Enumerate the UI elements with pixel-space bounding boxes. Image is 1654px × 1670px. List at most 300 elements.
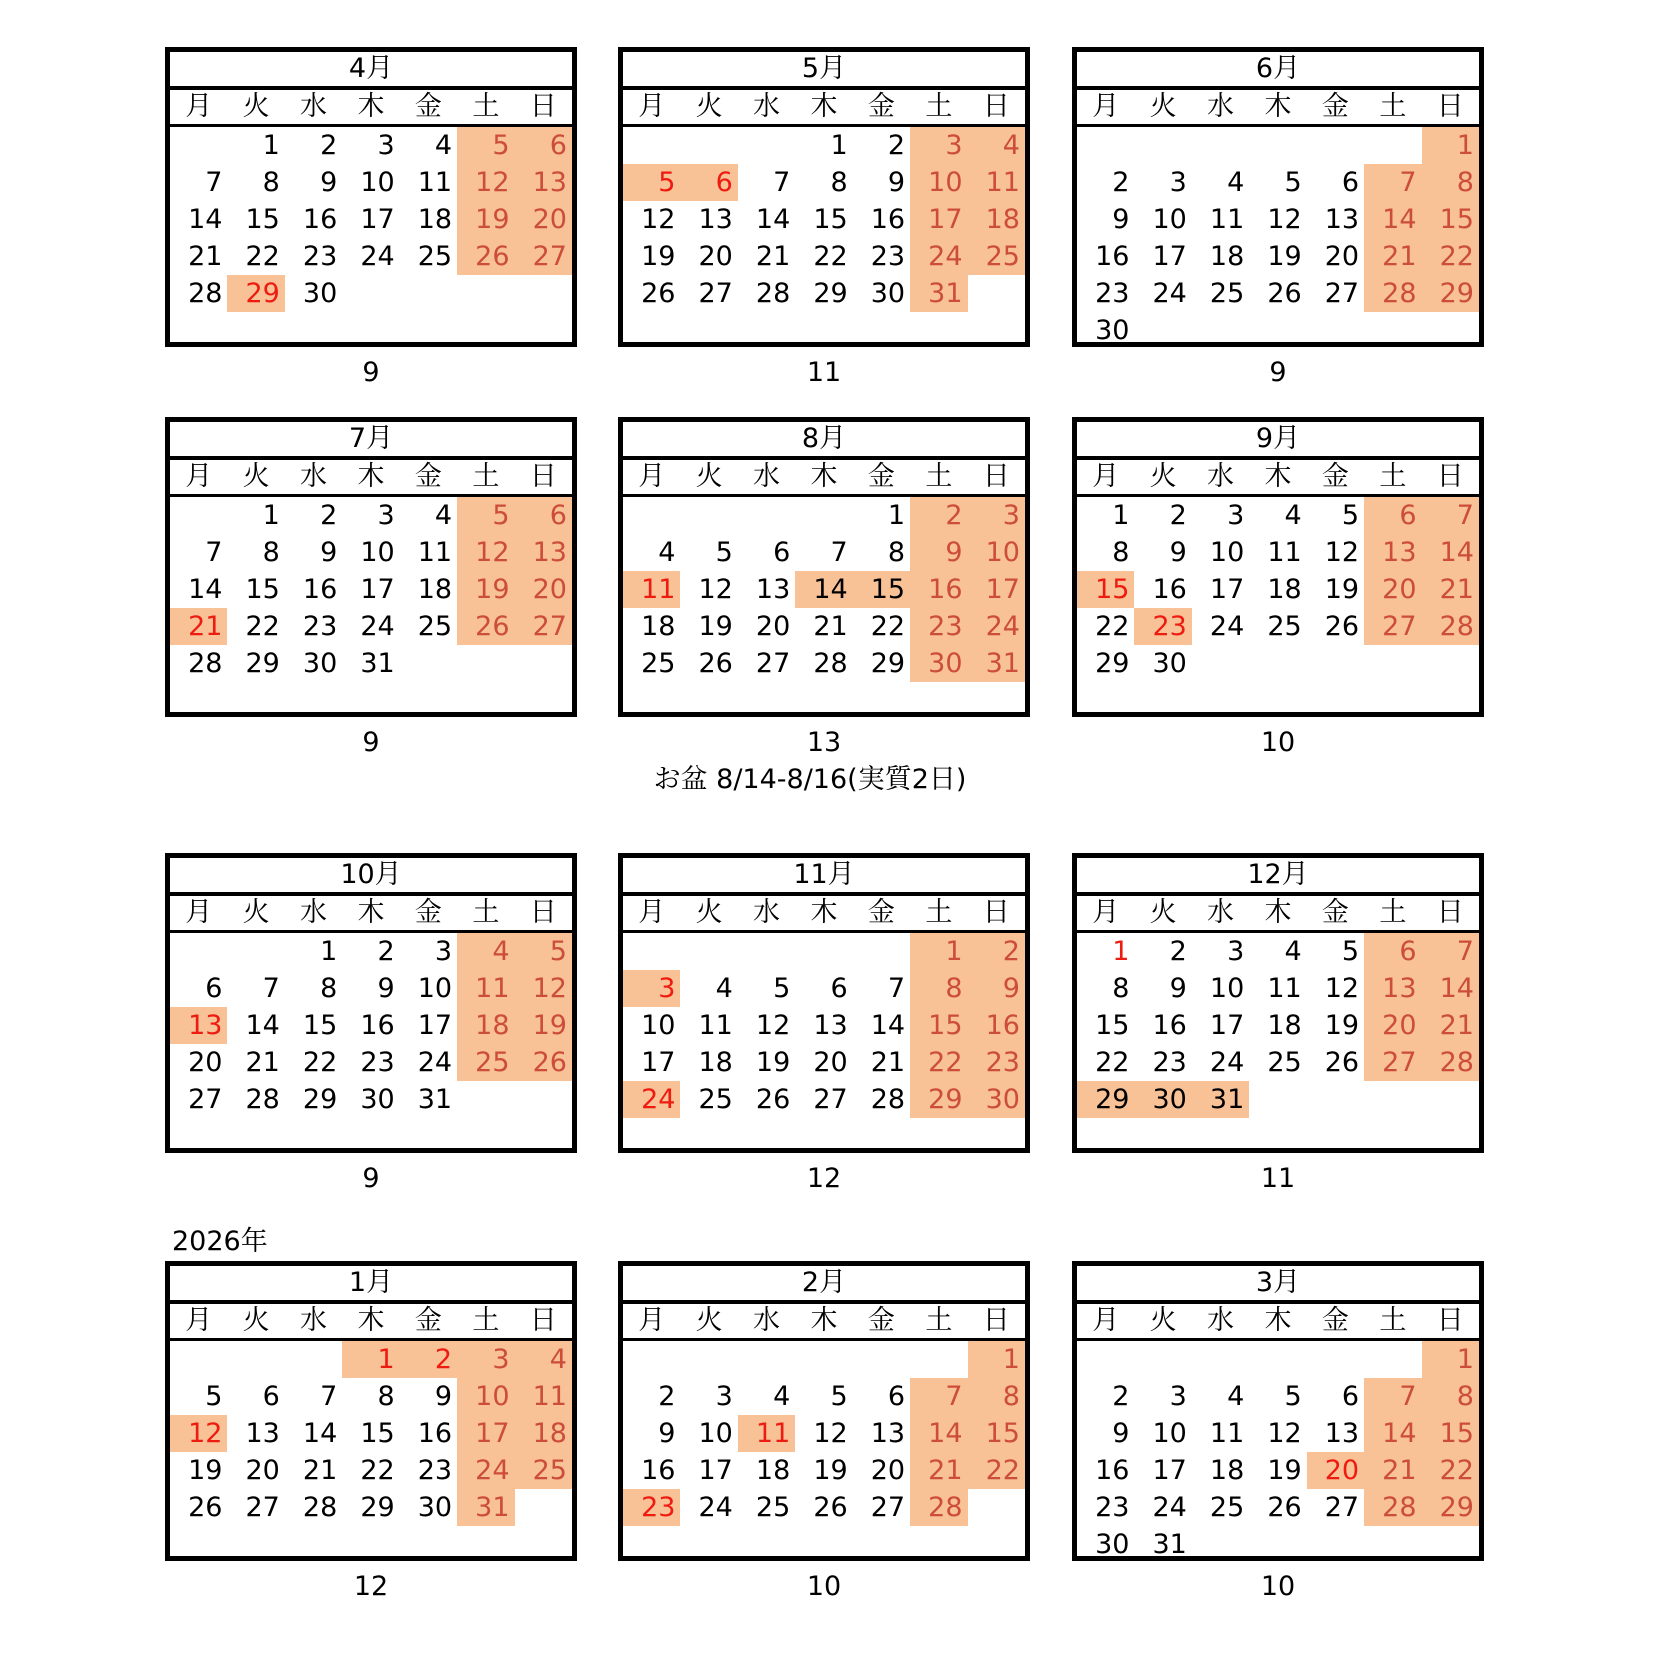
empty-day-cell [738,127,795,164]
week-row [1077,238,1479,275]
day-cell: 5 [715,537,733,568]
week-row [623,534,1025,571]
day-cell: 9 [434,1381,453,1412]
month-calendar [165,853,577,1153]
day-cell: 16 [1095,1455,1130,1486]
weekday-header [1077,896,1479,933]
day-cell: 13 [1324,204,1360,235]
day-cell: 5 [1284,1381,1302,1412]
day-cell: 3 [1169,167,1187,198]
day-cell: 8 [377,1381,395,1412]
day-cell: 17 [457,1415,514,1452]
day-cell: 8 [1112,537,1130,568]
day-cell: 12 [1324,973,1360,1004]
empty-day-cell [1307,1341,1364,1378]
empty-day-cell [1077,1341,1134,1378]
day-cell: 22 [1095,1047,1130,1078]
day-cell: 7 [887,973,906,1004]
day-cell: 4 [1227,167,1245,198]
day-cell: 5 [457,127,514,164]
day-cell: 21 [813,611,848,642]
day-cell: 9 [1112,1418,1130,1449]
month-calendar [1072,1261,1484,1561]
empty-day-cell [1307,1526,1364,1563]
day-cell: 23 [870,241,906,272]
day-cell: 29 [227,275,284,312]
day-cell: 6 [1364,933,1421,970]
day-cell: 28 [1422,608,1479,645]
week-row [170,1044,572,1081]
day-cell: 26 [1267,278,1302,309]
empty-day-cell [910,1341,967,1378]
day-cell: 1 [1112,500,1130,531]
month-day-count: 10 [806,1571,842,1602]
empty-day-cell [170,497,227,534]
day-cell: 8 [320,973,338,1004]
week-row [1077,571,1479,608]
week-row [1077,1341,1479,1378]
day-cell: 23 [417,1455,453,1486]
day-cell: 1 [1112,936,1130,967]
week-row [1077,497,1479,534]
empty-day-cell [1134,127,1191,164]
day-cell: 19 [1267,241,1302,272]
day-cell: 28 [188,278,223,309]
day-cell: 21 [188,241,223,272]
day-cell: 7 [205,167,223,198]
day-cell: 1 [968,1341,1025,1378]
day-cell: 28 [188,648,223,679]
week-row [1077,1044,1479,1081]
day-cell: 31 [968,645,1025,682]
day-cell: 7 [773,167,791,198]
week-row [170,201,572,238]
empty-day-cell [1134,312,1191,349]
month-day-count: 9 [1269,357,1287,388]
day-cell: 13 [245,1418,280,1449]
week-row [1077,970,1479,1007]
day-cell: 22 [910,1044,967,1081]
week-row [623,1378,1025,1415]
day-cell: 7 [910,1378,967,1415]
day-cell: 15 [245,574,280,605]
day-cell: 22 [968,1452,1025,1489]
day-cell: 25 [515,1452,572,1489]
day-cell: 4 [1284,500,1302,531]
day-cell: 16 [360,1010,395,1041]
day-cell: 29 [870,648,906,679]
day-cell: 23 [1134,608,1191,645]
day-cell: 6 [515,497,572,534]
day-cell: 17 [1209,1010,1245,1041]
week-row [1077,608,1479,645]
week-row [623,127,1025,164]
day-cell: 15 [910,1007,967,1044]
weekday-label: 水 [1207,91,1235,122]
day-cell: 11 [738,1415,795,1452]
empty-day-cell [170,933,227,970]
day-cell: 30 [870,278,906,309]
day-cell: 25 [1267,1047,1302,1078]
month-calendar [618,853,1030,1153]
empty-day-cell [1364,127,1421,164]
day-cell: 27 [515,238,572,275]
day-cell: 6 [773,537,791,568]
week-row [1077,1526,1479,1563]
weekday-label: 土 [1379,91,1407,122]
day-cell: 12 [170,1415,227,1452]
day-cell: 15 [360,1418,395,1449]
week-row [1077,645,1479,682]
weekday-label: 金 [414,897,442,928]
week-row [623,1007,1025,1044]
day-cell: 3 [457,1341,514,1378]
day-cell: 10 [1152,204,1187,235]
day-cell: 13 [515,534,572,571]
empty-day-cell [853,1341,910,1378]
weekday-label: 火 [1149,461,1177,492]
day-cell: 19 [641,241,676,272]
day-cell: 16 [641,1455,676,1486]
day-cell: 29 [360,1492,395,1523]
month-title: 1月 [170,1266,572,1304]
day-cell: 7 [262,973,280,1004]
weekday-label: 金 [414,91,442,122]
year-label: 2026年 [172,1226,268,1257]
day-cell: 4 [434,130,453,161]
day-cell: 12 [641,204,676,235]
month-title: 3月 [1077,1266,1479,1304]
day-cell: 8 [262,537,280,568]
weekday-label: 木 [357,91,385,122]
weekday-label: 水 [1207,461,1235,492]
week-row [170,645,572,682]
weekday-label: 水 [300,461,328,492]
weekday-label: 火 [695,91,723,122]
week-row [623,571,1025,608]
week-row [1077,1007,1479,1044]
day-cell: 23 [968,1044,1025,1081]
weekday-label: 水 [753,897,781,928]
day-cell: 4 [515,1341,572,1378]
day-cell: 5 [515,933,572,970]
empty-day-cell [795,497,852,534]
day-cell: 5 [623,164,680,201]
day-cell: 20 [188,1047,223,1078]
empty-day-cell [1249,645,1306,682]
empty-day-cell [623,127,680,164]
day-cell: 19 [515,1007,572,1044]
empty-day-cell [1364,645,1421,682]
day-cell: 30 [910,645,967,682]
weekday-label: 月 [638,91,666,122]
day-cell: 28 [1364,1489,1421,1526]
day-cell: 20 [1324,241,1360,272]
day-cell: 3 [1227,500,1245,531]
day-cell: 12 [813,1418,848,1449]
day-cell: 27 [245,1492,280,1523]
empty-day-cell [1249,312,1306,349]
week-row [170,571,572,608]
day-cell: 1 [1422,127,1479,164]
day-cell: 10 [457,1378,514,1415]
day-cell: 11 [1267,537,1302,568]
day-cell: 9 [320,167,338,198]
day-cell: 27 [1364,1044,1421,1081]
week-row [623,645,1025,682]
day-cell: 21 [245,1047,280,1078]
day-cell: 10 [360,167,395,198]
day-cell: 16 [968,1007,1025,1044]
weekday-label: 土 [925,1305,953,1336]
day-cell: 27 [698,278,733,309]
weekday-label: 木 [1264,91,1292,122]
weekday-label: 月 [185,461,213,492]
week-row [170,608,572,645]
day-cell: 8 [910,970,967,1007]
weekday-label: 水 [753,1305,781,1336]
weekday-label: 日 [982,1305,1010,1336]
week-row [623,1415,1025,1452]
weekday-label: 月 [638,461,666,492]
day-cell: 15 [245,204,280,235]
weekday-header [170,1304,572,1341]
month-title: 8月 [623,422,1025,460]
day-cell: 14 [245,1010,280,1041]
month-title: 4月 [170,52,572,90]
week-row [1077,1415,1479,1452]
day-cell: 2 [1169,936,1187,967]
day-cell: 9 [968,970,1025,1007]
day-cell: 6 [1364,497,1421,534]
empty-day-cell [285,1341,342,1378]
weekday-header [170,896,572,933]
day-cell: 22 [245,611,280,642]
day-cell: 18 [417,204,453,235]
weekday-label: 土 [472,461,500,492]
day-cell: 22 [870,611,906,642]
day-cell: 29 [1422,275,1479,312]
week-row [1077,933,1479,970]
day-cell: 16 [870,204,906,235]
week-row [170,275,572,312]
day-cell: 25 [1209,278,1245,309]
day-cell: 13 [1364,534,1421,571]
empty-day-cell [1422,312,1479,349]
month-day-count: 11 [1260,1163,1296,1194]
weekday-label: 金 [1321,897,1349,928]
day-cell: 26 [641,278,676,309]
weekday-label: 月 [638,897,666,928]
day-cell: 20 [755,611,791,642]
weekday-label: 日 [1436,461,1464,492]
day-cell: 5 [1341,500,1360,531]
day-cell: 14 [795,571,852,608]
day-cell: 1 [262,500,280,531]
empty-day-cell [738,933,795,970]
day-cell: 17 [910,201,967,238]
empty-day-cell [1422,1081,1479,1118]
day-cell: 20 [1307,1452,1364,1489]
day-cell: 1 [830,130,848,161]
day-cell: 24 [698,1492,733,1523]
day-cell: 20 [813,1047,848,1078]
day-cell: 27 [870,1492,906,1523]
day-cell: 15 [1422,201,1479,238]
weekday-label: 火 [1149,91,1177,122]
day-cell: 30 [302,648,338,679]
empty-day-cell [342,275,399,312]
day-cell: 12 [1324,537,1360,568]
weekday-label: 月 [185,897,213,928]
day-cell: 28 [1364,275,1421,312]
day-cell: 5 [205,1381,223,1412]
day-cell: 26 [188,1492,223,1523]
day-cell: 18 [641,611,676,642]
week-row [1077,1378,1479,1415]
week-row [170,127,572,164]
day-cell: 10 [698,1418,733,1449]
weekday-label: 土 [1379,461,1407,492]
weekday-label: 日 [1436,91,1464,122]
day-cell: 23 [1152,1047,1187,1078]
empty-day-cell [1192,312,1249,349]
day-cell: 17 [360,204,395,235]
weekday-label: 火 [242,897,270,928]
day-cell: 30 [968,1081,1025,1118]
month-day-count: 9 [362,727,380,758]
day-cell: 26 [813,1492,848,1523]
day-cell: 4 [715,973,733,1004]
week-row [623,1489,1025,1526]
weekday-label: 火 [242,91,270,122]
day-cell: 2 [320,500,338,531]
day-cell: 7 [1364,1378,1421,1415]
weekday-label: 火 [695,461,723,492]
day-cell: 3 [434,936,453,967]
week-row [170,970,572,1007]
day-cell: 3 [910,127,967,164]
week-row [1077,534,1479,571]
day-cell: 5 [830,1381,848,1412]
day-cell: 28 [245,1084,280,1115]
day-cell: 31 [1152,1529,1187,1560]
empty-day-cell [457,275,514,312]
day-cell: 21 [910,1452,967,1489]
day-cell: 2 [910,497,967,534]
weekday-label: 木 [357,897,385,928]
day-cell: 15 [302,1010,338,1041]
week-row [623,1341,1025,1378]
day-cell: 17 [698,1455,733,1486]
weekday-label: 火 [242,461,270,492]
empty-day-cell [1192,127,1249,164]
day-cell: 15 [1077,571,1134,608]
weekday-label: 月 [1092,1305,1120,1336]
month-day-count: 11 [806,357,842,388]
weekday-label: 土 [472,1305,500,1336]
weekday-label: 火 [695,1305,723,1336]
day-cell: 16 [1152,574,1187,605]
day-cell: 9 [320,537,338,568]
day-cell: 16 [1095,241,1130,272]
day-cell: 9 [1112,204,1130,235]
week-row [623,164,1025,201]
week-row [1077,201,1479,238]
day-cell: 30 [1152,648,1187,679]
day-cell: 11 [417,167,453,198]
weekday-label: 月 [1092,91,1120,122]
empty-day-cell [1192,1341,1249,1378]
empty-day-cell [795,933,852,970]
day-cell: 11 [457,970,514,1007]
day-cell: 1 [910,933,967,970]
day-cell: 29 [1095,648,1130,679]
day-cell: 15 [813,204,848,235]
weekday-header [170,90,572,127]
day-cell: 9 [1169,537,1187,568]
weekday-label: 日 [982,461,1010,492]
obon-note: お盆 8/14-8/16(実質2日) [653,764,967,795]
day-cell: 19 [457,201,514,238]
day-cell: 12 [1267,204,1302,235]
day-cell: 8 [262,167,280,198]
day-cell: 27 [755,648,791,679]
day-cell: 18 [698,1047,733,1078]
week-row [170,1489,572,1526]
week-row [623,201,1025,238]
day-cell: 1 [887,500,906,531]
day-cell: 21 [170,608,227,645]
weekday-label: 木 [357,1305,385,1336]
day-cell: 14 [910,1415,967,1452]
weekday-label: 金 [867,91,895,122]
day-cell: 24 [360,241,395,272]
weekday-label: 日 [982,897,1010,928]
day-cell: 26 [755,1084,791,1115]
weekday-header [1077,460,1479,497]
day-cell: 11 [417,537,453,568]
day-cell: 15 [1422,1415,1479,1452]
weekday-header [1077,1304,1479,1341]
day-cell: 22 [360,1455,395,1486]
day-cell: 22 [302,1047,338,1078]
day-cell: 5 [457,497,514,534]
weekday-label: 木 [810,897,838,928]
month-day-count: 9 [362,1163,380,1194]
month-title: 5月 [623,52,1025,90]
day-cell: 14 [188,204,223,235]
day-cell: 30 [302,278,338,309]
weekday-label: 水 [753,91,781,122]
day-cell: 12 [755,1010,791,1041]
day-cell: 26 [1267,1492,1302,1523]
day-cell: 17 [1209,574,1245,605]
day-cell: 18 [1267,574,1302,605]
weekday-header [170,460,572,497]
day-cell: 24 [623,1081,680,1118]
day-cell: 19 [457,571,514,608]
day-cell: 22 [245,241,280,272]
day-cell: 23 [302,611,338,642]
day-cell: 13 [1364,970,1421,1007]
week-row [170,1341,572,1378]
day-cell: 23 [1095,278,1130,309]
day-cell: 12 [698,574,733,605]
day-cell: 2 [887,130,906,161]
week-row [170,1378,572,1415]
day-cell: 30 [1095,315,1130,346]
